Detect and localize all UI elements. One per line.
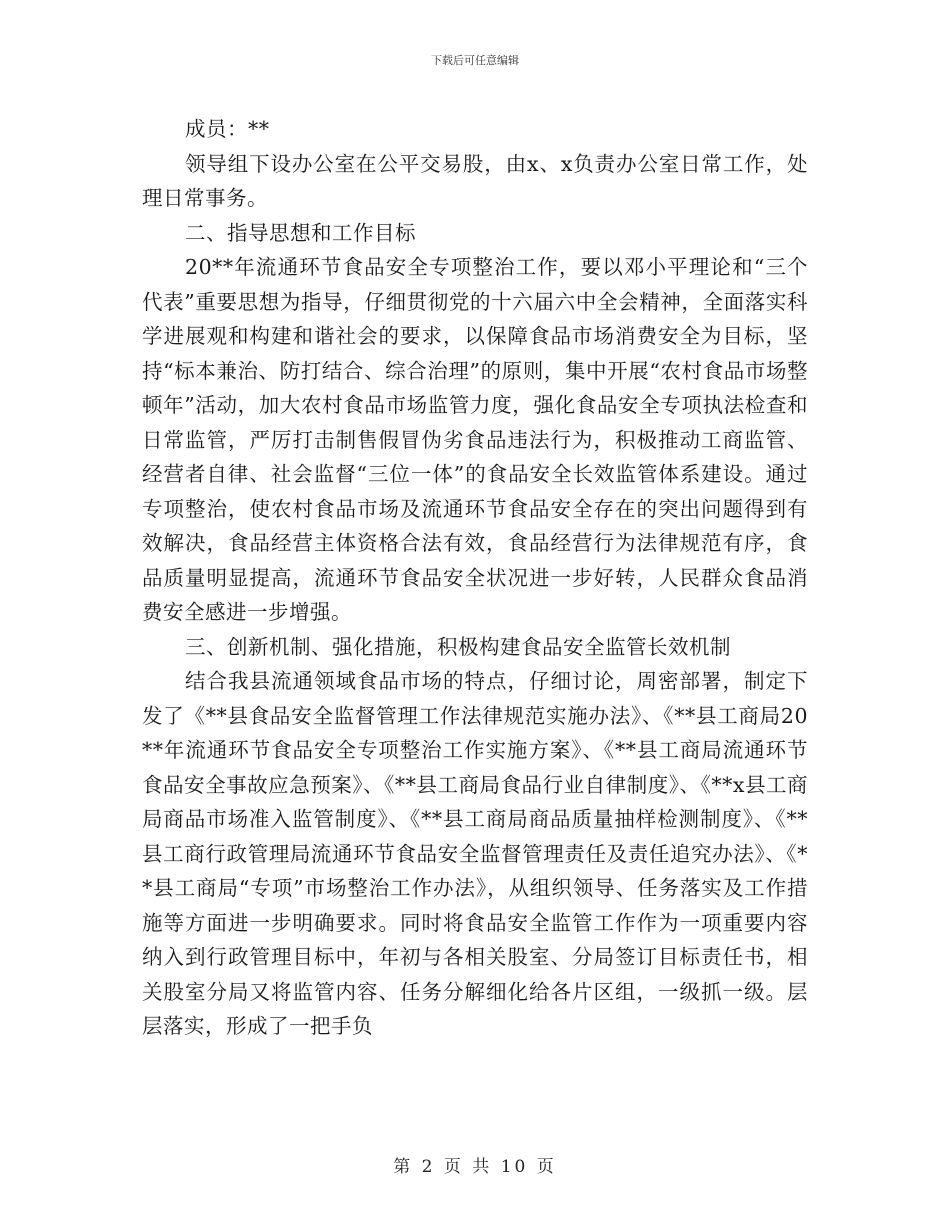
paragraph-mechanism: 结合我县流通领域食品市场的特点，仔细讨论，周密部署，制定下发了《**县食品安全监督管理工作法律规范实施办法》、《**县工商局20**年流通环节食品安全专项整治工作实施方案》、《**县工商局流通环节食品安全事故应急预案》、《**县工商局食品行业自律制度》、《**x县工商局商品市场准入监管制度》、《**县工商局商品质量抽样检测制度》、《**县工商行政管理局流通环节食品安全监督管理责任及责任追究办法》、《**县工商局“专项”市场整治工作办法》，从组织领导、任务落实及工作措施等方面进一步明确要求。同时将食品安全监管工作作为一项重要内容纳入到行政管理目标中，年初与各相关股室、分局签订目标责任书，相关股室分局又将监管内容、任务分解细化给各片区组，一级抓一级。层层落实，形成了一把手负 — [142, 669, 808, 1038]
paragraph-guiding-thought: 20**年流通环节食品安全专项整治工作，要以邓小平理论和“三个代表”重要思想为指导，仔细贯彻党的十六届六中全会精神，全面落实科学进展观和构建和谐社会的要求，以保障食品市场消费安全为目标，坚持“标本兼治、防打结合、综合治理”的原则，集中开展“农村食品市场整顿年”活动，加大农村食品市场监管力度，强化食品安全专项执法检查和日常监管，严厉打击制售假冒伪劣食品违法行为，积极推动工商监管、经营者自律、社会监督“三位一体”的食品安全长效监管体系建设。通过专项整治，使农村食品市场及流通环节食品安全存在的突出问题得到有效解决，食品经营主体资格合法有效，食品经营行为法律规范有序，食品质量明显提高，流通环节食品安全状况进一步好转，人民群众食品消费安全感进一步增强。 — [142, 255, 808, 624]
page-number: 第 2 页 共 10 页 — [393, 1157, 557, 1177]
paragraph-members: 成员：** — [185, 117, 270, 141]
page-header-note: 下载后可任意编辑 — [431, 54, 519, 67]
paragraph-office: 领导组下设办公室在公平交易股，由x、x负责办公室日常工作，处理日常事务。 — [142, 151, 808, 210]
section-heading-guiding-thought: 二、指导思想和工作目标 — [185, 220, 417, 245]
document-body — [142, 112, 808, 1044]
section-heading-mechanism: 三、创新机制、强化措施，积极构建食品安全监管长效机制 — [185, 634, 732, 659]
